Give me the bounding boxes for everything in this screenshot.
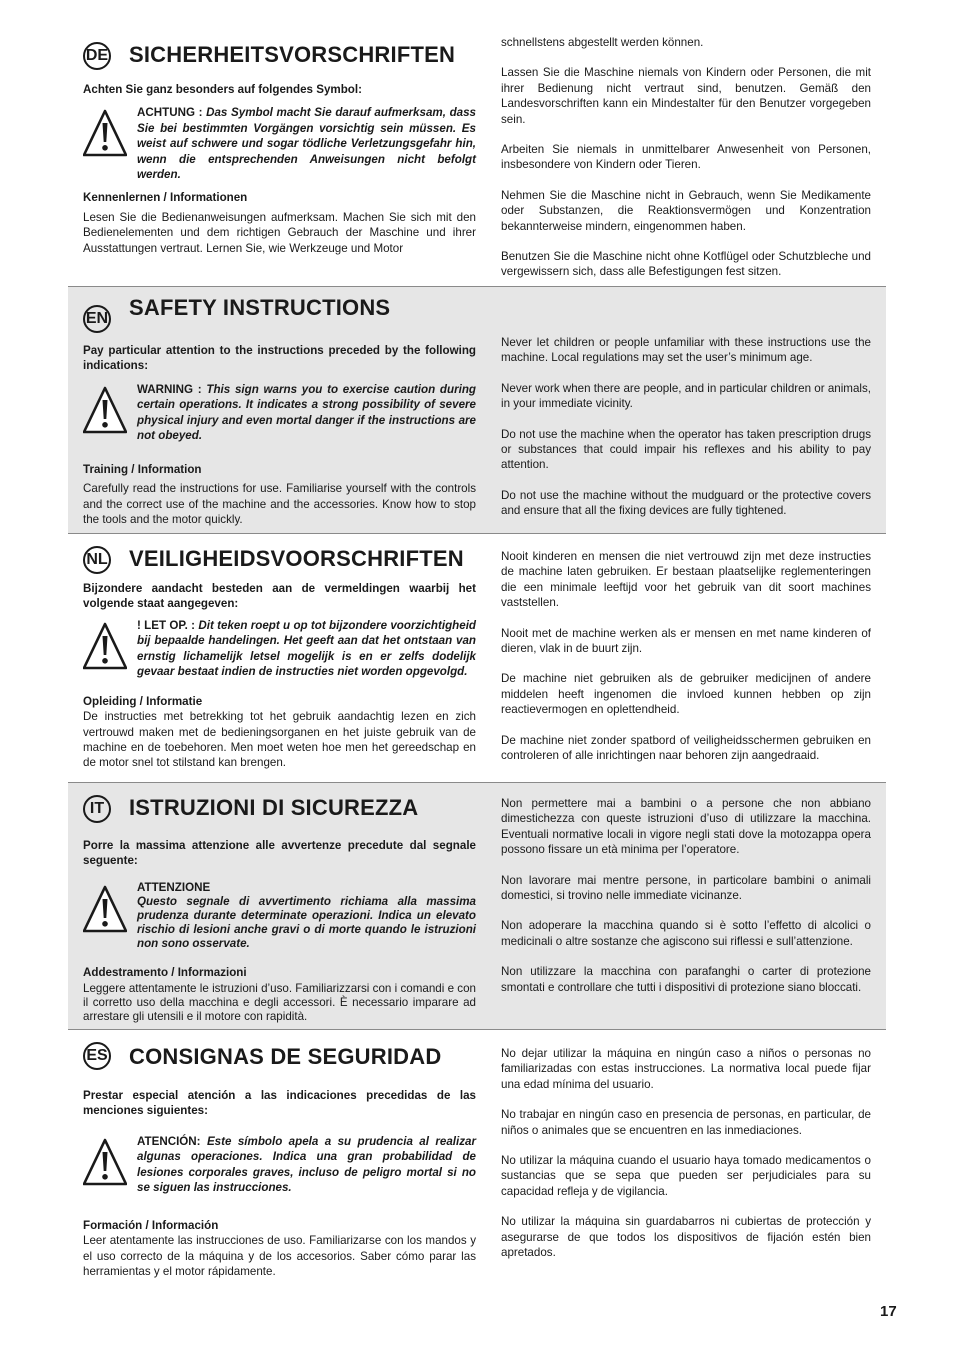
warning-label: ATENCIÓN: <box>137 1134 201 1148</box>
language-badge: IT <box>83 795 111 823</box>
language-badge: DE <box>83 42 111 70</box>
warning-triangle-icon <box>83 622 127 670</box>
subheading: Formación / Información <box>83 1218 219 1232</box>
warning-text: Dit teken roept u op tot bijzondere voorzichtigheid bij bepaalde handelingen. Het geeft aan dat het ontstaan van ernstig lichamelijk letsel mogelijk is en er zelfs dodelijk gevaar bestaat indien de instructies niet worden opgevolgd. <box>137 618 476 679</box>
paragraph: Arbeiten Sie niemals in unmittelbarer Anwesenheit von Personen, insbesondere von Kindern oder Tieren. <box>501 143 871 172</box>
paragraph: No trabajar en ningún caso en presencia de personas, en particular, de niños o animales que se encuentren en las inmediaciones. <box>501 1108 871 1137</box>
section-de <box>68 30 886 286</box>
section-heading <box>83 42 476 74</box>
paragraph: Non adoperare la macchina quando si è sotto l’effetto di alcolici o medicinali o altre sostanze che agiscono sui riflessi e sull’attenzione. <box>501 919 871 948</box>
paragraph: De machine niet zonder spatbord of veiligheidsschermen gebruiken en controleren of alle inrichtingen naar behoren zijn aangedraaid. <box>501 733 871 763</box>
section-heading <box>83 546 476 578</box>
section-it <box>68 782 886 1030</box>
warning-text: Este símbolo apela a su prudencia al realizar algunas operaciones. Indica una gran probabilidad de lesiones corporales graves, incluso de peligro mortal si no se siguen las instrucciones. <box>137 1134 476 1195</box>
lead-text: Porre la massima attenzione alle avvertenze precedute dal segnale seguente: <box>83 839 476 868</box>
lead-text: Prestar especial atención a las indicaciones precedidas de las menciones siguientes: <box>83 1089 476 1118</box>
warning-block <box>83 105 476 182</box>
section-heading <box>83 295 476 327</box>
paragraph: Non lavorare mai mentre persone, in particolare bambini o animali domestici, si trovino nelle immediate vicinanze. <box>501 873 871 903</box>
subheading-text: Carefully read the instructions for use. Familiarise yourself with the controls and the correct use of the machine and the accessories. Know how to stop the tools and the motor quickly. <box>83 482 476 527</box>
subheading-text: Leer atentamente las instrucciones de uso. Familiarizarse con los mandos y el uso correcto de la máquina y de los accesorios. Saber cómo parar las herramientas y el motor rápidamente. <box>83 1234 476 1279</box>
warning-label: ATTENZIONE <box>137 880 211 894</box>
paragraph: Lassen Sie die Maschine niemals von Kindern oder Personen, die mit ihrer Bedienung nicht vertraut sind, benutzen. Gemäß den Landesvorschriften kann ein Mindestalter für den Benutzer vorgegeben sein. <box>501 66 871 126</box>
paragraph: De machine niet gebruiken als de gebruiker medicijnen of andere middelen heeft ingenomen die invloed kunnen hebben op zijn reactievermogen en oplettendheid. <box>501 672 871 717</box>
lead-text: Achten Sie ganz besonders auf folgendes Symbol: <box>83 83 362 96</box>
section-nl <box>68 534 886 782</box>
paragraph: Do not use the machine when the operator has taken prescription drugs or substances that could impair his reflexes and his ability to pay attention. <box>501 427 871 472</box>
paragraph: Nooit kinderen en mensen die niet vertrouwd zijn met deze instructies de machine laten gebruiken. Er bestaan plaatselijke reglementeringen die een minimale leeftijd voor het gebruik van dit soort machines vaststellen. <box>501 550 871 610</box>
section-title: CONSIGNAS DE SEGURIDAD <box>129 1044 442 1069</box>
warning-label: WARNING : <box>137 382 202 396</box>
warning-block <box>83 881 476 951</box>
paragraph: Non utilizzare la macchina con parafanghi o carter di protezione smontati e controllare che tutti i dispositivi di protezione siano bloccati. <box>501 965 871 994</box>
lead-text: Pay particular attention to the instructions preceded by the following indications: <box>83 344 476 373</box>
warning-label: ACHTUNG : <box>137 106 203 120</box>
warning-triangle-icon <box>83 885 127 933</box>
paragraph: Benutzen Sie die Maschine nicht ohne Kotflügel oder Schutzbleche und vergewissern sich, dass alle Befestigungen fest sitzen. <box>501 250 871 279</box>
subheading-text: Leggere attentamente le istruzioni d’uso. Familiarizzarsi con i comandi e con il corretto uso della macchina e degli accessori. È necessario imparare ad arrestare gli utensili e il motore con rapidità. <box>83 982 476 1024</box>
warning-triangle-icon <box>83 386 127 434</box>
subheading-text: De instructies met betrekking tot het gebruik aandachtig lezen en zich vertrouwd maken met de bedieningsorganen en het juiste gebruik van de machine en de toebehoren. Men moet weten hoe men het gereedschap en de motor snel tot stilstand kan brengen. <box>83 710 476 770</box>
paragraph: Nooit met de machine werken als er mensen en met name kinderen of dieren, vlak in de buurt zijn. <box>501 626 871 656</box>
section-title: ISTRUZIONI DI SICUREZZA <box>129 795 419 820</box>
subheading: Kennenlernen / Informationen <box>83 191 248 205</box>
section-title: SAFETY INSTRUCTIONS <box>129 295 391 320</box>
warning-block <box>83 618 476 690</box>
warning-triangle-icon <box>83 1138 127 1186</box>
section-title: VEILIGHEIDSVOORSCHRIFTEN <box>129 546 464 571</box>
subheading: Training / Information <box>83 462 202 476</box>
paragraph: No utilizar la máquina cuando el usuario haya tomado medicamentos o sustancias que se sepa que pueden ser perjudiciales para su capacidad refleja y de vigilancia. <box>501 1154 871 1198</box>
subheading: Opleiding / Informatie <box>83 694 203 708</box>
warning-triangle-icon <box>83 109 127 157</box>
subheading-text: Lesen Sie die Bedienanweisungen aufmerksam. Machen Sie sich mit den Bedienelementen und dem richtigen Gebrauch der Maschine und ihrer Ausstattungen vertraut. Lernen Sie, wie Werkzeuge und Motor <box>83 210 476 255</box>
warning-text: Das Symbol macht Sie darauf aufmerksam, dass Sie bei bestimmten Vorgängen vorsichtig sein müssen. Es weist auf schwere und sogar tödliche Verletzungsgefahr hin, wenn die entsprechenden Anweisungen nicht befolgt werden. <box>137 106 476 182</box>
section-en <box>68 286 886 534</box>
page-number: 17 <box>880 1303 897 1320</box>
language-badge: EN <box>83 305 111 333</box>
subheading: Addestramento / Informazioni <box>83 965 247 979</box>
warning-label: ! LET OP. : <box>137 618 196 632</box>
section-es <box>68 1030 886 1290</box>
warning-text: This sign warns you to exercise caution during certain operations. It indicates a strong possibility of severe physical injury and even mortal danger if the instructions are not obeyed. <box>137 382 476 443</box>
paragraph: Nehmen Sie die Maschine nicht in Gebrauch, wenn Sie Medikamente oder Substanzen, die Reaktionsvermögen und Konzentration bekannterweise mindern, eingenommen haben. <box>501 188 871 233</box>
language-badge: ES <box>83 1042 111 1070</box>
warning-block <box>83 382 476 454</box>
section-heading <box>83 795 476 827</box>
paragraph: Do not use the machine without the mudguard or the protective covers and ensure that all the fixing devices are fully tightened. <box>501 488 871 518</box>
paragraph: Non permettere mai a bambini o a persone che non abbiano dimestichezza con queste istruzioni d’uso di utilizzare la macchina. Eventuali normative locali in vigore negli stati dove la motozappa opera possono fissare un età minima per l’operatore. <box>501 797 871 857</box>
paragraph: schnellstens abgestellt werden können. <box>501 36 704 49</box>
paragraph: Never let children or people unfamiliar with these instructions use the machine. Local regulations may set the user’s minimum age. <box>501 336 871 365</box>
lead-text: Bijzondere aandacht besteden aan de vermeldingen waarbij het volgende staat aangegeven: <box>83 582 476 611</box>
warning-block <box>83 1134 476 1206</box>
section-heading <box>83 1042 476 1074</box>
paragraph: No dejar utilizar la máquina en ningún caso a niños o personas no familiarizadas con estas instrucciones. La normativa local puede fijar una edad mínima del usuario. <box>501 1047 871 1091</box>
paragraph: Never work when there are people, and in particular children or animals, in your immediate vicinity. <box>501 381 871 411</box>
paragraph: No utilizar la máquina sin guardabarros ni cubiertas de protección y asegurarse de que todos los dispositivos de fijación estén bien apretados. <box>501 1215 871 1260</box>
section-title: SICHERHEITSVORSCHRIFTEN <box>129 42 456 67</box>
warning-text: Questo segnale di avvertimento richiama alla massima prudenza durante determinate operazioni. Indica un elevato rischio di lesioni anche gravi o di morte quando le istruzioni non sono osservate. <box>137 894 476 950</box>
language-badge: NL <box>83 546 111 574</box>
